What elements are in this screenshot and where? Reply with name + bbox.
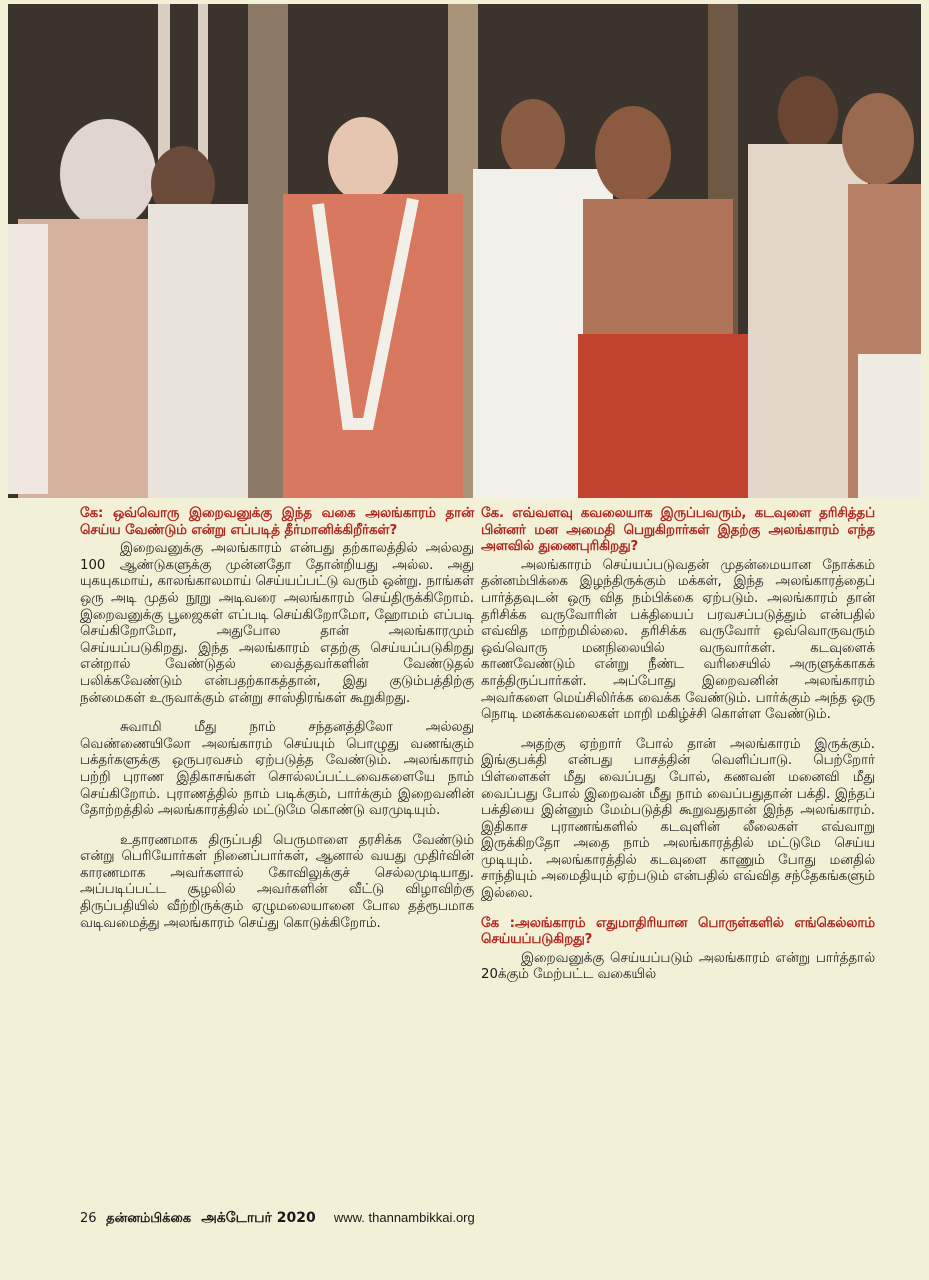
right-column: [481, 506, 875, 997]
photo-illustration: [8, 4, 921, 498]
answer-paragraph: சுவாமி மீது நாம் சந்தனத்திலோ அல்லது வெண்ணையிலோ அலங்காரம் செய்யும் பொழுது வணங்கும் பக்தர்களுக்கு ஒருபரவசம் ஏற்படுத்த வேண்டும். அலங்காரம் பற்றி புராண இதிகாசங்கள் சொல்லப்பட்டவைகளையே நாம் செய்கிறோம். புராணத்தில் நாம் படிக்கும், பார்க்கும் இறைவனின் தோற்றத்தில் அலங்காரத்தில் மட்டுமே கொண்டு வரமுடியும்.: [80, 720, 474, 819]
interview-question-3: கே :அலங்காரம் எதுமாதிரியான பொருள்களில் எங்கெல்லாம் செய்யப்படுகிறது?: [481, 915, 875, 948]
answer-paragraph: இறைவனுக்கு செய்யப்படும் அலங்காரம் என்று பார்த்தால் 20க்கும் மேற்பட்ட வகையில்: [481, 950, 875, 983]
website-link[interactable]: www. thannambikkai.org: [333, 1210, 475, 1225]
answer-paragraph: அதற்கு ஏற்றார் போல் தான் அலங்காரம் இருக்கும். இங்குபக்தி என்பது பாசத்தின் வெளிப்பாடு. பெற்றோர் பிள்ளைகள் மீது வைப்பது போல், கணவன் மனைவி மீது வைப்பது போல் இறைவன் மீது நாம் வைப்பதுதான் பக்தி. இந்தப் பக்தியை இன்னும் மேம்படுத்தி கூறுவதுதான் இந்த அலங்காரம். இதிகாச புராணங்களில் கடவுளின் லீலைகள் எவ்வாறு இருக்கிறதோ அதை நாம் அலங்காரத்தில் மட்டுமே செய்ய முடியும். அலங்காரத்தில் கடவுளை காணும் போது மனதில் சாந்தியும் அமைதியும் ஏற்படும் என்பதில் எவ்வித சந்தேகங்களும் இல்லை.: [481, 736, 875, 902]
page-footer: [80, 1210, 680, 1228]
answer-paragraph: உதாரணமாக திருப்பதி பெருமாளை தரசிக்க வேண்டும் என்று பெரியோர்கள் நினைப்பார்கள், ஆனால் வயது முதிர்வின் காரணமாக அவர்களால் கோவிலுக்குச் செல்லமுடியாது. அப்படிப்பட்ட சூழலில் அவர்களின் வீட்டு விழாவிற்கு திருப்பதியில் வீற்றிருக்கும் ஏழுமலையானை போல தத்ரூபமாக வடிவமைத்து அலங்காரம் செய்து கொடுக்கிறோம்.: [80, 832, 474, 931]
article-photo: [8, 4, 921, 498]
page-number: 26: [80, 1211, 97, 1226]
left-column: [80, 506, 474, 945]
magazine-name: தன்னம்பிக்கை: [106, 1211, 192, 1226]
answer-paragraph: இறைவனுக்கு அலங்காரம் என்பது தற்காலத்தில் அல்லது 100 ஆண்டுகளுக்கு முன்னதோ தோன்றியது அல்ல. அது யுகயுகமாய், காலங்காலமாய் செய்யப்பட்டு வரும் ஒன்று. நாங்கள் ஒரு அடி முதல் நூறு அடிவரை அலங்காரம் செய்திருக்கிறோம். இறைவனுக்கு பூஜைகள் எப்படி செய்கிறோமோ, ஹோமம் எப்படி செய்கிறோமோ, அதுபோல தான் அலங்காரமும் செய்யப்படுகிறது. இந்த அலங்காரம் எதற்கு செய்யப்படுகிறது என்றால் வேண்டுதல் வைத்தவர்களின் வேண்டுதல் பலிக்கவேண்டும் என்பதற்காகத்தான், இது குடும்பத்திற்கு நன்மைகள் உருவாக்கும் என்று சாஸ்திரங்கள் கூறுகிறது.: [80, 541, 474, 706]
answer-paragraph: அலங்காரம் செய்யப்படுவதன் முதன்மையான நோக்கம் தன்னம்பிக்கை இழந்திருக்கும் மக்கள், இந்த அலங்காரத்தைப் பார்த்தவுடன் ஒரு வித நம்பிக்கை ஏற்படும். அலங்காரம் தான் தரிசிக்க வருவோரின் பக்தியைப் பரவசப்படுத்தும் என்பதில் எவ்வித மாற்றமில்லை. தரிசிக்க வருவோர் ஒவ்வொருவரும் ஒவ்வொரு மனநிலையில் வருவார்கள். கடவுளைக் காணவேண்டும் என்று நீண்ட வரிசையில் அருளுக்காகக் காத்திருப்பார்கள். அப்போது இறைவனின் அலங்காரம் அவர்களை மெய்சிலிர்க்க வைக்க வேண்டும். பார்க்கும் அந்த ஒரு நொடி மனக்கவலைகள் மாறி மகிழ்ச்சி கொள்ள வேண்டும்.: [481, 557, 875, 723]
issue-date: அக்டோபர் 2020: [201, 1210, 316, 1226]
interview-question-2: கே. எவ்வளவு கவலையாக இருப்பவரும், கடவுளை தரிசித்தப் பின்னர் மன அமைதி பெறுகிறார்கள் இதற்கு அலங்காரம் எந்த அளவில் துணைபுரிகிறது?: [481, 506, 875, 555]
interview-question-1: கே: ஒவ்வொரு இறைவனுக்கு இந்த வகை அலங்காரம் தான் செய்ய வேண்டும் என்று எப்படித் தீர்மானிக்கிறீர்கள்?: [80, 506, 474, 538]
